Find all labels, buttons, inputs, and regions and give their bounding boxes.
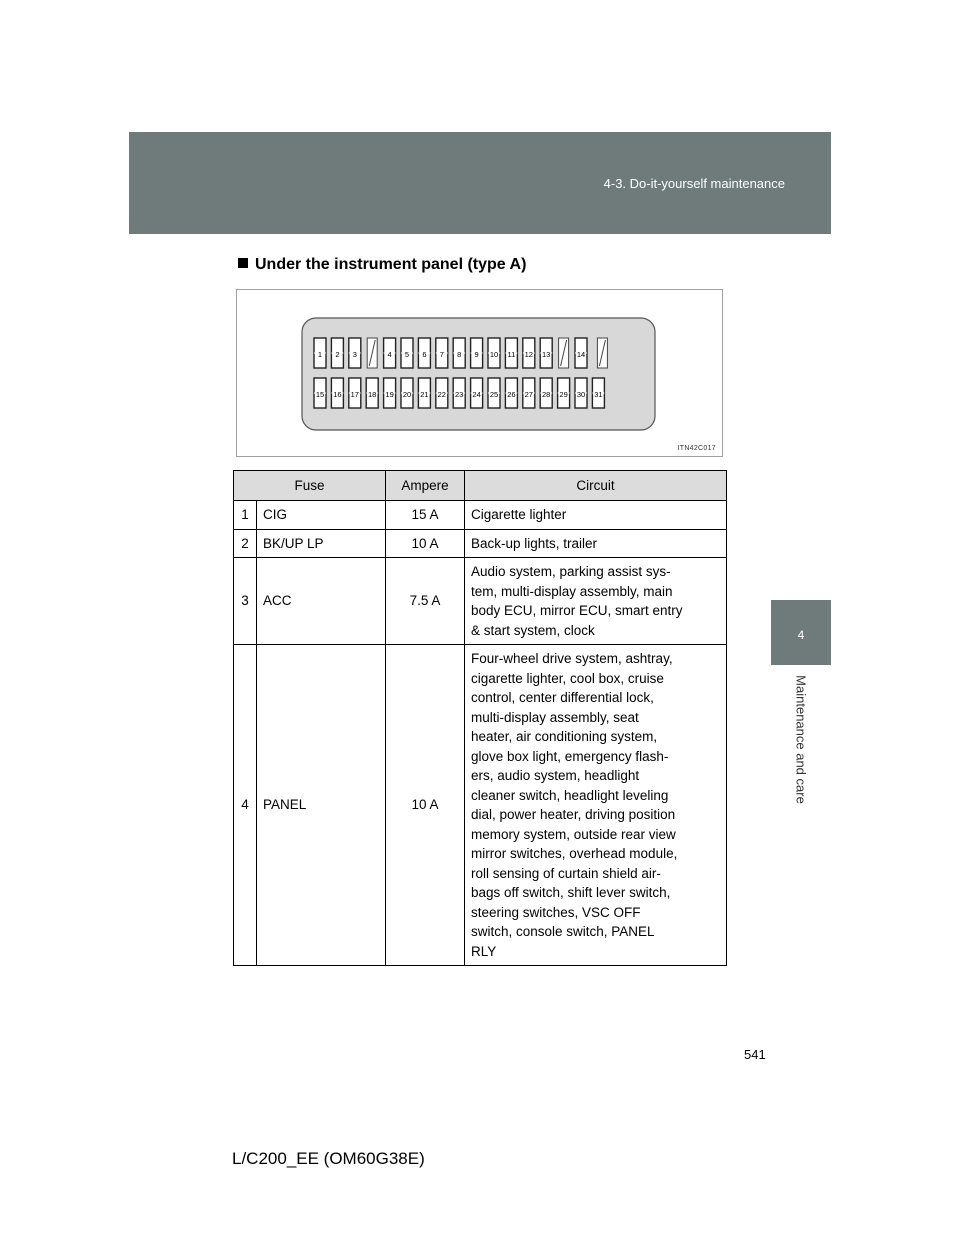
section-heading bbox=[238, 256, 526, 274]
fuse-name: BK/UP LP bbox=[257, 529, 386, 558]
header-circuit: Circuit bbox=[465, 471, 727, 501]
fuse-number: 1 bbox=[234, 501, 257, 530]
fuse-slot-label: 17 bbox=[350, 390, 359, 399]
header-ampere: Ampere bbox=[386, 471, 465, 501]
fuse-slot-label: 21 bbox=[420, 390, 429, 399]
fuse-slot-label: 7 bbox=[439, 350, 444, 359]
fuse-ampere: 10 A bbox=[386, 645, 465, 966]
table-row bbox=[234, 529, 727, 558]
fuse-slot-label: 24 bbox=[472, 390, 481, 399]
fuse-slot-label: 1 bbox=[317, 350, 323, 359]
fuse-slot-label: 30 bbox=[576, 390, 586, 399]
figure-code: ITN42C017 bbox=[677, 445, 716, 452]
fuse-slot-label: 15 bbox=[315, 390, 325, 399]
fuse-slot-label: 4 bbox=[387, 350, 392, 359]
chapter-number: 4 bbox=[797, 628, 805, 642]
fuse-slot-label: 29 bbox=[559, 390, 568, 399]
chapter-tab bbox=[771, 600, 831, 665]
section-header-title: 4-3. Do-it-yourself maintenance bbox=[603, 176, 785, 191]
footer-document-code: L/C200_EE (OM60G38E) bbox=[232, 1149, 425, 1168]
fuse-ampere: 15 A bbox=[386, 501, 465, 530]
fuse-slot-label: 2 bbox=[335, 350, 340, 359]
fuse-slot-label: 23 bbox=[455, 390, 464, 399]
fuse-number: 2 bbox=[234, 529, 257, 558]
fuse-slot-label: 11 bbox=[507, 350, 516, 359]
chapter-label: Maintenance and care bbox=[793, 675, 809, 804]
fuse-slot-label: 14 bbox=[576, 350, 586, 359]
fuse-slot-label: 22 bbox=[437, 390, 446, 399]
fuse-box-diagram bbox=[236, 289, 723, 457]
fuse-slot-label: 9 bbox=[474, 350, 479, 359]
fuse-number: 4 bbox=[234, 645, 257, 966]
square-bullet-icon bbox=[238, 258, 248, 268]
fuse-name: ACC bbox=[257, 558, 386, 645]
fuse-slot-label: 8 bbox=[457, 350, 462, 359]
fuse-circuit: Back-up lights, trailer bbox=[465, 529, 727, 558]
table-row bbox=[234, 501, 727, 530]
fuse-slot-label: 27 bbox=[524, 390, 533, 399]
fuse-slot-label: 5 bbox=[404, 350, 410, 359]
fuse-slot-label: 18 bbox=[368, 390, 377, 399]
fuse-slot-label: 13 bbox=[542, 350, 551, 359]
fuse-table bbox=[233, 470, 727, 966]
fuse-slot-label: 19 bbox=[385, 390, 394, 399]
fuse-slot-label: 20 bbox=[402, 390, 412, 399]
table-row bbox=[234, 645, 727, 966]
fuse-circuit: Cigarette lighter bbox=[465, 501, 727, 530]
fuse-name: PANEL bbox=[257, 645, 386, 966]
fuse-slot-label: 3 bbox=[352, 350, 357, 359]
fuse-panel bbox=[302, 318, 655, 430]
fuse-slot-label: 12 bbox=[524, 350, 533, 359]
page-number: 541 bbox=[744, 1047, 766, 1062]
section-header-band bbox=[129, 132, 831, 234]
fuse-ampere: 10 A bbox=[386, 529, 465, 558]
fuse-slot-label: 6 bbox=[422, 350, 427, 359]
fuse-box-illustration bbox=[237, 290, 722, 456]
section-heading-text: Under the instrument panel (type A) bbox=[255, 256, 527, 273]
fuse-slot-label: 31 bbox=[594, 390, 603, 399]
table-row bbox=[234, 558, 727, 645]
fuse-name: CIG bbox=[257, 501, 386, 530]
fuse-circuit: Audio system, parking assist sys- tem, multi-display assembly, main body ECU, mirror ECU, smart entry & start system, clock bbox=[465, 558, 727, 645]
fuse-slot-label: 28 bbox=[542, 390, 551, 399]
fuse-slot-label: 26 bbox=[507, 390, 516, 399]
fuse-slot-label: 25 bbox=[489, 390, 499, 399]
fuse-circuit: Four-wheel drive system, ashtray, cigarette lighter, cool box, cruise control, center differential lock, multi-display assembly, seat heater, air conditioning system, glove box light, emergency flash- ers, audio system, headlight cleaner switch, headlight leveling dial, power heater, driving position memory system, outside rear view mirror switches, overhead module, roll sensing of curtain shield air- bags off switch, shift lever switch, steering switches, VSC OFF switch, console switch, PANEL RLY bbox=[465, 645, 727, 966]
table-header-row bbox=[234, 471, 727, 501]
fuse-ampere: 7.5 A bbox=[386, 558, 465, 645]
fuse-number: 3 bbox=[234, 558, 257, 645]
header-fuse: Fuse bbox=[234, 471, 386, 501]
fuse-slot-label: 16 bbox=[333, 390, 342, 399]
fuse-slot-label: 10 bbox=[489, 350, 499, 359]
